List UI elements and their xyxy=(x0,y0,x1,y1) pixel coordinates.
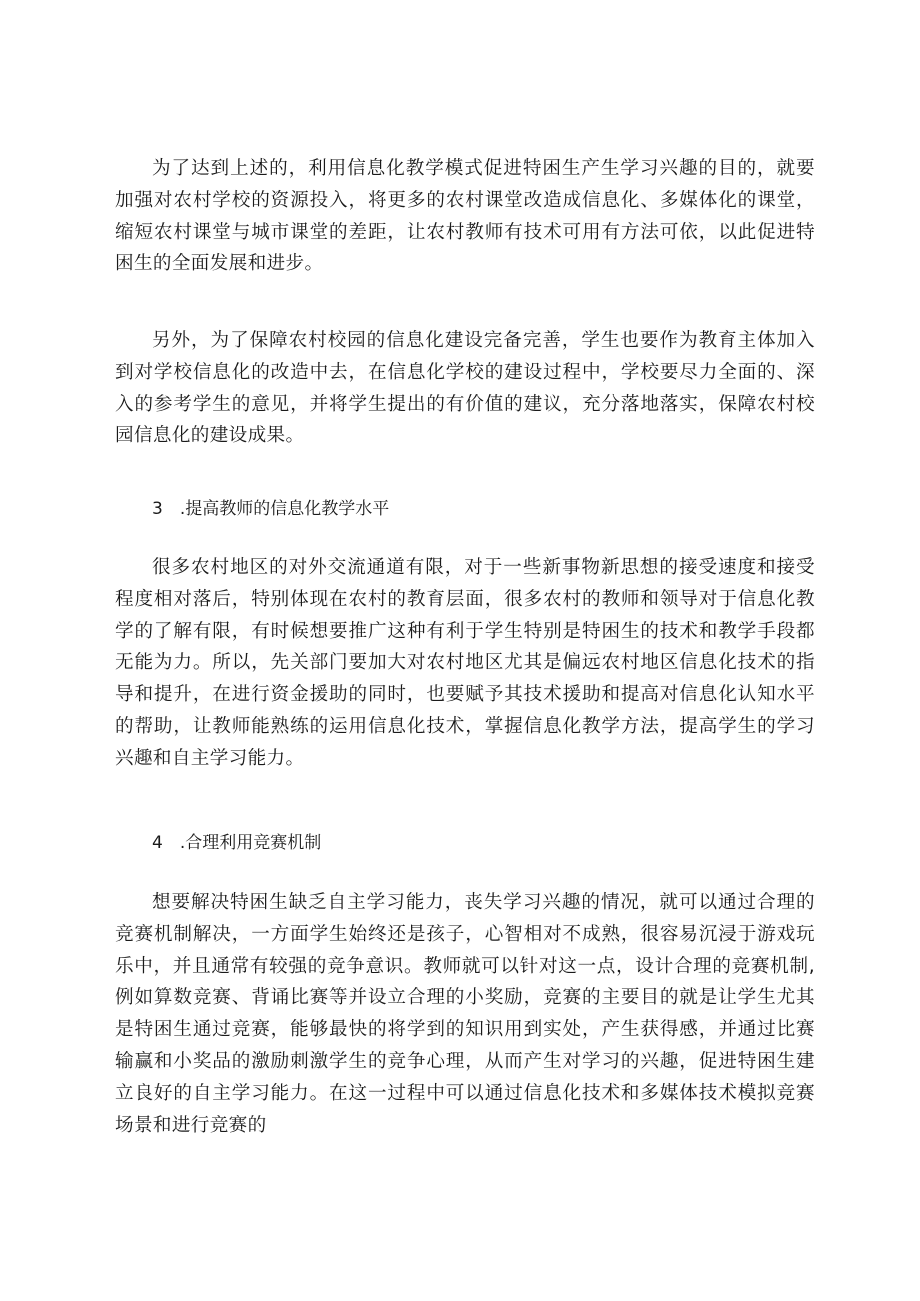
body-paragraph-resource-investment: 为了达到上述的，利用信息化教学模式促进特困生产生学习兴趣的目的，就要加强对农村学校的资源投入，将更多的农村课堂改造成信息化、多媒体化的课堂，缩短农村课堂与城市课堂的差距，让农村教师有技术可用有方法可依，以此促进特困生的全面发展和进步。 xyxy=(115,158,815,275)
section-heading-4: 4 .合理利用竞赛机制 xyxy=(152,833,322,853)
section-heading-3: 3 .提高教师的信息化教学水平 xyxy=(152,499,390,519)
body-paragraph-teacher-level: 很多农村地区的对外交流通道有限，对于一些新事物新思想的接受速度和接受程度相对落后，特别体现在农村的教育层面，很多农村的教师和领导对于信息化教学的了解有限，有时候想要推广这种有利于学生特别是特困生的技术和教学手段都无能为力。所以，先关部门要加大对农村地区尤其是偏远农村地区信息化技术的指导和提升，在进行资金援助的同时，也要赋予其技术援助和提高对信息化认知水平的帮助，让教师能熟练的运用信息化技术，掌握信息化教学方法，提高学生的学习兴趣和自主学习能力。 xyxy=(115,557,815,769)
body-paragraph-competition: 想要解决特困生缺乏自主学习能力，丧失学习兴趣的情况，就可以通过合理的竞赛机制解决，一方面学生始终还是孩子，心智相对不成熟，很容易沉浸于游戏玩乐中，并且通常有较强的竞争意识。教师就可以针对这一点，设计合理的竞赛机制,例如算数竞赛、背诵比赛等并设立合理的小奖励，竞赛的主要目的就是让学生尤其是特困生通过竞赛，能够最快的将学到的知识用到实处，产生获得感，并通过比赛输赢和小奖品的激励刺激学生的竞争心理，从而产生对学习的兴趣，促进特困生建立良好的自主学习能力。在这一过程中可以通过信息化技术和多媒体技术模拟竞赛场景和进行竞赛的 xyxy=(115,892,815,1136)
body-paragraph-student-participation: 另外，为了保障农村校园的信息化建设完备完善，学生也要作为教育主体加入到对学校信息化的改造中去，在信息化学校的建设过程中，学校要尽力全面的、深入的参考学生的意见，并将学生提出的有价值的建议，充分落地落实，保障农村校园信息化的建设成果。 xyxy=(115,330,815,447)
